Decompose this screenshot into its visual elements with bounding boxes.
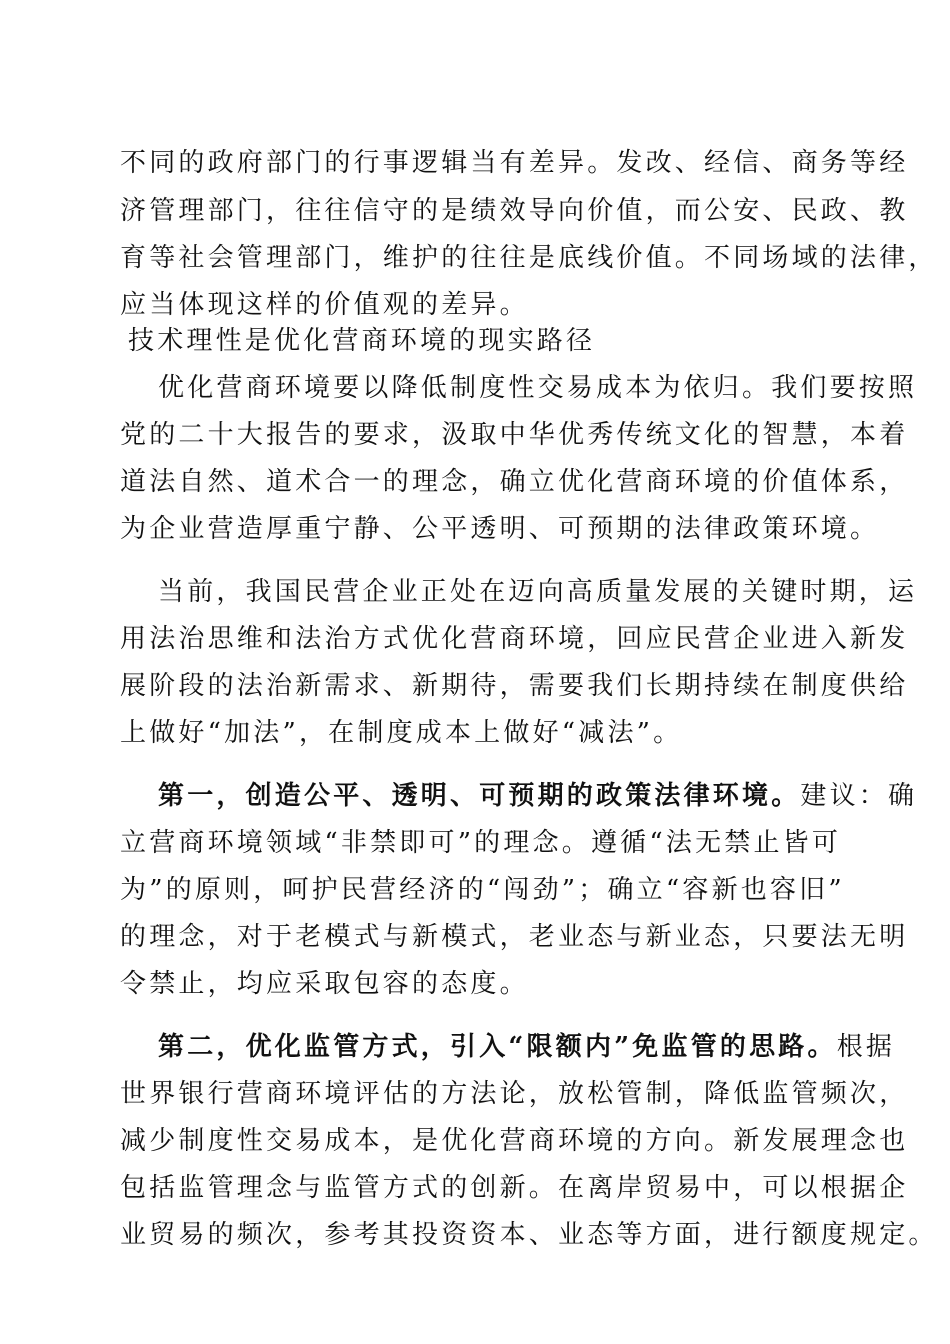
text-line: 立营商环境领域“非禁即可”的理念。遵循“法无禁止皆可	[120, 828, 842, 858]
text-line: 业贸易的频次，参考其投资资本、业态等方面，进行额度规定。	[120, 1220, 938, 1250]
text-line: 不同的政府部门的行事逻辑当有差异。发改、经信、商务等经	[120, 148, 909, 178]
text-line: 济管理部门，往往信守的是绩效导向价值，而公安、民政、教	[120, 196, 909, 226]
text-line: 为”的原则，呵护民营经济的“闯劲”；确立“容新也容旧”	[120, 875, 845, 905]
text-run: 建议：确	[800, 781, 918, 811]
text-run: 根据	[836, 1032, 896, 1062]
text-line: 道法自然、道术合一的理念，确立优化营商环境的价值体系，	[120, 467, 909, 497]
text-line: 的理念，对于老模式与新模式，老业态与新业态，只要法无明	[120, 922, 909, 952]
text-line: 优化营商环境要以降低制度性交易成本为依归。我们要按照	[158, 373, 918, 403]
text-line: 世界银行营商环境评估的方法论，放松管制，降低监管频次，	[120, 1079, 909, 1109]
text-line: 党的二十大报告的要求，汲取中华优秀传统文化的智慧，本着	[120, 420, 909, 450]
text-line: 育等社会管理部门，维护的往往是底线价值。不同场域的法律，	[120, 243, 938, 273]
bold-lead: 第一，创造公平、透明、可预期的政策法律环境。	[158, 781, 801, 811]
text-line: 令禁止，均应采取包容的态度。	[120, 969, 529, 999]
text-line: 展阶段的法治新需求、新期待，需要我们长期持续在制度供给	[120, 671, 909, 701]
text-line: 包括监管理念与监管方式的创新。在离岸贸易中，可以根据企	[120, 1173, 909, 1203]
text-line: 上做好“加法”，在制度成本上做好“减法”。	[120, 718, 683, 748]
text-line: 减少制度性交易成本，是优化营商环境的方向。新发展理念也	[120, 1126, 909, 1156]
text-line	[158, 774, 917, 818]
text-line: 用法治思维和法治方式优化营商环境，回应民营企业进入新发	[120, 624, 909, 654]
text-line: 当前，我国民营企业正处在迈向高质量发展的关键时期，运	[158, 577, 918, 607]
bold-lead: 第二，优化监管方式，引入“限额内”免监管的思路。	[158, 1032, 837, 1062]
section-heading: 技术理性是优化营商环境的现实路径	[128, 326, 596, 356]
text-line	[158, 1025, 895, 1069]
text-line: 应当体现这样的价值观的差异。	[120, 290, 529, 320]
text-line: 为企业营造厚重宁静、公平透明、可预期的法律政策环境。	[120, 514, 880, 544]
